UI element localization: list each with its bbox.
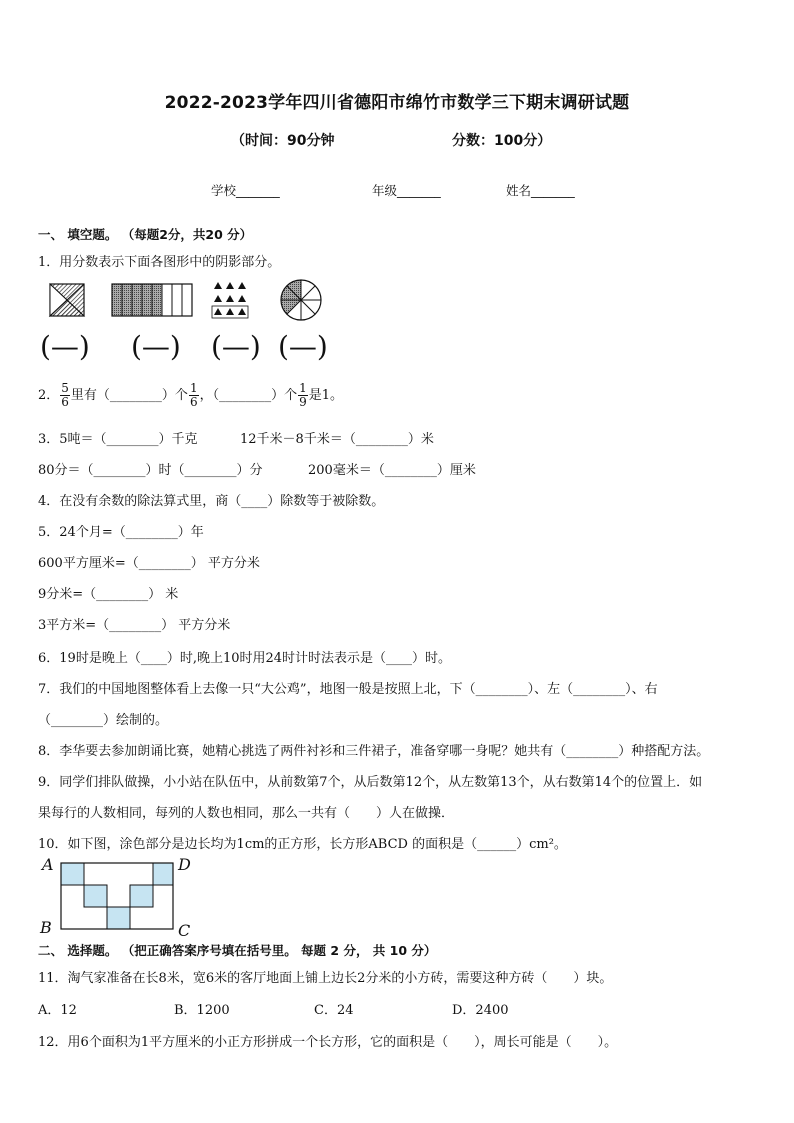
score-label: 分数：100分）: [452, 133, 552, 149]
label-b: B: [40, 918, 52, 937]
answer-paren-3[interactable]: (—): [211, 330, 261, 363]
name-field: 姓名_______: [506, 183, 575, 198]
section-heading-choice: 二、 选择题。 （把正确答案序号填在括号里。 每题 2 分， 共 10 分）: [38, 943, 437, 958]
label-d: D: [178, 855, 191, 874]
question-9-line-1: 9．同学们排队做操，小小站在队伍中，从前数第7个，从后数第12个，从左数第13个，从右数第14个的位置上．如: [38, 775, 703, 790]
fraction-1-9: $\frac{1}{9}$: [299, 381, 307, 409]
hatched-square-icon: [48, 282, 88, 318]
striped-rectangle-icon: [110, 282, 196, 318]
question-3-part-d: 200毫米＝（________）厘米: [308, 463, 476, 478]
question-8: 8．李华要去参加朗诵比赛，她精心挑选了两件衬衫和三件裙子，准备穿哪一身呢？她共有（________）种搭配方法。: [38, 744, 710, 759]
fraction-1-6: $\frac{1}{6}$: [189, 381, 198, 409]
question-3-part-b: 12千米－8千米＝（________）米: [240, 432, 434, 447]
fraction-5-6: $\frac{5}{6}$: [61, 381, 69, 409]
question-9-line-2: 果每行的人数相同，每列的人数也相同，那么一共有（ ）人在做操．: [38, 806, 455, 821]
school-field: 学校_______: [211, 183, 280, 198]
question-5-line-1: 5．24个月=（________）年: [38, 525, 204, 540]
question-11: 11．淘气家准备在长8米，宽6米的客厅地面上铺上边长2分米的小方砖，需要这种方砖（ ）块。: [38, 971, 613, 986]
label-c: C: [178, 921, 191, 940]
sectored-circle-icon: [278, 278, 324, 322]
option-d[interactable]: D．2400: [452, 1003, 509, 1018]
option-a[interactable]: A．12: [38, 1003, 77, 1018]
question-3-part-c: 80分＝（________）时（________）分: [38, 463, 263, 478]
grade-field: 年级_______: [372, 183, 441, 198]
label-a: A: [42, 855, 54, 874]
question-1: 1．用分数表示下面各图形中的阴影部分。: [38, 255, 281, 270]
question-5-line-2: 600平方厘米=（________） 平方分米: [38, 556, 260, 571]
question-5-line-4: 3平方米=（________） 平方分米: [38, 618, 231, 633]
option-c[interactable]: C．24: [314, 1003, 354, 1018]
question-4: 4．在没有余数的除法算式里，商（____）除数等于被除数。: [38, 494, 385, 509]
option-b[interactable]: B．1200: [174, 1003, 230, 1018]
question-6: 6．19时是晚上（____）时,晚上10时用24时计时法表示是（____）时。: [38, 651, 452, 666]
rectangle-abcd-diagram: [58, 860, 176, 932]
question-12: 12．用6个面积为1平方厘米的小正方形拼成一个长方形，它的面积是（ ），周长可能是（ ）。: [38, 1035, 618, 1050]
time-label: （时间：90分钟: [231, 133, 335, 149]
question-7-line-1: 7．我们的中国地图整体看上去像一只“大公鸡”，地图一般是按照上北，下（________）、左（________）、右: [38, 682, 658, 697]
answer-paren-4[interactable]: (—): [278, 330, 328, 363]
triangle-dots-icon: [211, 280, 255, 320]
question-10: 10．如下图，涂色部分是边长均为1cm的正方形，长方形ABCD 的面积是（______）cm²。: [38, 837, 567, 852]
answer-paren-2[interactable]: (—): [131, 330, 181, 363]
question-7-line-2: （________）绘制的。: [38, 713, 169, 728]
question-2: 2． $\frac{5}{6}$ 里有（________）个 $\frac{1}{6}$ ，（________）个 $\frac{1}{9}$ 是1。: [38, 381, 344, 409]
page-title: 2022-2023学年四川省德阳市绵竹市数学三下期末调研试题: [164, 93, 630, 113]
section-heading-fill-in: 一、 填空题。 （每题2分，共20 分）: [38, 227, 253, 242]
question-3-part-a: 3．5吨＝（________）千克: [38, 432, 198, 447]
answer-paren-1[interactable]: (—): [40, 330, 90, 363]
question-5-line-3: 9分米=（________） 米: [38, 587, 179, 602]
